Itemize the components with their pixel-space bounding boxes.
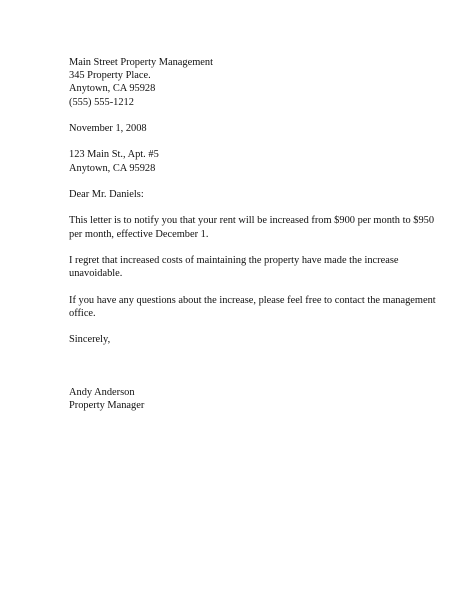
sender-address-line: 345 Property Place. bbox=[69, 70, 151, 82]
signer-title: Property Manager bbox=[69, 400, 145, 412]
paragraph-rent-increase bbox=[69, 214, 435, 240]
paragraph-line: I regret that increased costs of maintaining the property have made the increase bbox=[69, 254, 399, 266]
sender-address-line: Main Street Property Management bbox=[69, 57, 213, 68]
letter-date bbox=[69, 122, 414, 135]
sender-address bbox=[69, 56, 414, 109]
recipient-address bbox=[69, 148, 414, 174]
sender-phone: (555) 555-1212 bbox=[69, 96, 134, 108]
signer-name: Andy Anderson bbox=[69, 386, 135, 398]
paragraph-line: per month, effective December 1. bbox=[69, 228, 209, 240]
recipient-address-line: Anytown, CA 95928 bbox=[69, 162, 156, 174]
paragraph-line: office. bbox=[69, 307, 96, 319]
signature-block bbox=[69, 386, 414, 412]
paragraph-regret bbox=[69, 254, 414, 280]
sender-address-line: Anytown, CA 95928 bbox=[69, 83, 156, 95]
date-text: November 1, 2008 bbox=[69, 123, 147, 134]
salutation-text: Dear Mr. Daniels: bbox=[69, 188, 144, 200]
letter-body bbox=[69, 56, 436, 412]
paragraph-line: This letter is to notify you that your rent will be increased from $900 per month to $950 bbox=[69, 215, 435, 227]
closing bbox=[69, 333, 414, 346]
paragraph-line: If you have any questions about the increase, please feel free to contact the management bbox=[69, 294, 436, 306]
closing-text: Sincerely, bbox=[69, 334, 111, 346]
recipient-address-line: 123 Main St., Apt. #5 bbox=[69, 149, 159, 161]
paragraph-contact bbox=[69, 294, 436, 320]
paragraph-line: unavoidable. bbox=[69, 268, 123, 280]
salutation bbox=[69, 188, 414, 201]
